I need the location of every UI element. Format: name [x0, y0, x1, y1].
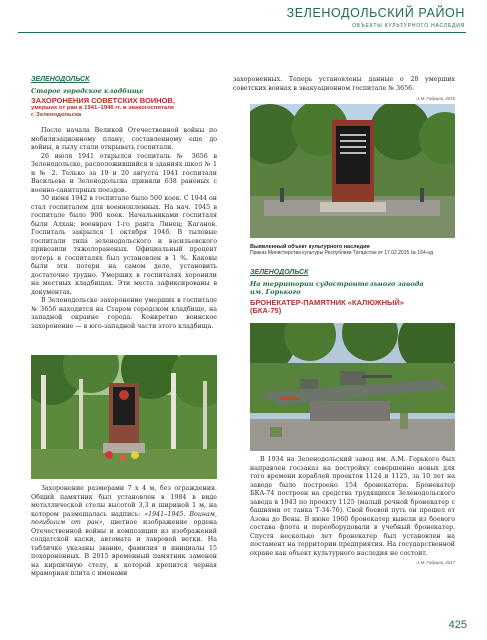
right-paragraph-2: В 1934 на Зеленодольский завод им. А.М. Горького был направлен госзаказ на постройку совершенно новых для того времени кораблей проектов 1124 и 1125, за 10 лет на заводе было построено 154 бронекатера. Бронекатер БКА-74 построен на средства трудящихся Зеленодольского завода в 1943 по проекту 1125 (малый речной бронекатер с башнями от танка Т-34-76). Свой боевой путь он прошел от Азова до Вены. В июне 1960 бронекатер вывели из боевого состава флота и переоборудовали в учебный бронекатер. Спустя несколько лет бронекатер был установлен на постамент на территории предприятия. На государственной охране как объект культурного наследия не состоит.	[250, 456, 455, 557]
left-paragraph-3: 30 июня 1942 в госпитале было 500 коек. С 1944 он стал госпиталем для военнопленных. На нач. 1945 в госпитале было 900 коек. Начальниками госпиталя были Алхан; военврач 1-го ранга Линец; Каганов. Госпиталь закрылся 1 октября 1946. В тыловые госпитали типа зеленодольского и васильевского привозили тяжелораненых. Официальный процент потерь в госпиталях был установлен в 1 %. Каковы были эти потери на самом деле, установить достаточно трудно. Умерших в госпиталях хоронили на местных кладбищах. Эти места зафиксированы в документах.	[31, 195, 217, 296]
left-column	[31, 76, 217, 331]
left-column-bottom	[31, 485, 217, 579]
header-rule	[18, 32, 466, 33]
memorial-stele-photo	[31, 355, 217, 479]
author-credit-2: А.М. Гадрина, 2017	[416, 560, 455, 565]
right-location: ЗЕЛЕНОДОЛЬСК	[250, 269, 309, 276]
right-paragraph-1: захороненных. Теперь установлены данные о 28 умерших советских воинах в эвакуационном госпитале № 3656.	[233, 76, 455, 92]
right-place-1: На территории судостроительного завода	[250, 279, 424, 288]
armored-boat-photo	[250, 323, 455, 451]
left-article-title: ЗАХОРОНЕНИЯ СОВЕТСКИХ ВОИНОВ,	[31, 95, 175, 105]
heritage-status-text: Приказ Министерства культуры Республики Татарстан от 17.02.2015 № 164-од	[250, 250, 434, 256]
left-paragraph-1: После начала Великой Отечественной войны по мобилизационному плану, составленному еще до войны, в тылу стали открывать госпитали.	[31, 127, 217, 151]
left-paragraph-2: 26 июля 1941 открылся госпиталь № 3656 в Зеленодольске, расположившийся в зданиях школ № 1 и № 2. Только за 19 и 20 августа 1941 госпитали Васильева и Зеленодольска приняли 638 раненых с военно-санитарных поездов.	[31, 152, 217, 194]
right-article-title: БРОНЕКАТЕР-ПАМЯТНИК «КАЛЮЖНЫЙ»	[250, 297, 404, 307]
left-place: Старое городское кладбище	[31, 86, 144, 95]
running-header-subtitle: ОБЪЕКТЫ КУЛЬТУРНОГО НАСЛЕДИЯ	[352, 23, 465, 29]
left-paragraph-4: В Зеленодольске захоронение умерших в госпитале № 3656 находится на Старом городском кладбище, на западной окраине города. Конкретно воинское захоронение — в юго-западной части этого кладбища.	[31, 297, 217, 330]
heritage-status-box	[250, 244, 455, 257]
left-paragraph-5-quote: «1941–1945. Воинам, погибшим от ран»	[31, 510, 218, 526]
page-number: 425	[448, 619, 467, 631]
left-paragraph-5-a: Захоронение размерами 7 х 4 м, без ограждения. Общий памятник был установлен в 1984 в виде металлической стелы высотой 3,3 и шириной 1 м, на котором размещалась надпись:	[31, 485, 217, 518]
author-credit-1: А.М. Гадрина, 2015	[416, 96, 455, 101]
right-column-article-2	[250, 269, 455, 316]
left-paragraph-5-b: , цветное изображение ордена Отечественной войны и композиция из изображений солдатской каски, автомата и лавровой ветки. На табличке указаны звание, фамилия и инициалы 15 похороненных. В 2015 временный памятник заменен на кирпичную стелу, к которой крепится черная мраморная плита с именами	[31, 519, 217, 577]
right-place-2: им. Горького	[250, 287, 301, 296]
heritage-status-title: Выявленный объект культурного наследия	[250, 244, 370, 250]
restored-memorial-photo	[250, 104, 455, 238]
left-location: ЗЕЛЕНОДОЛЬСК	[31, 76, 90, 83]
left-paragraph-5	[31, 485, 217, 579]
left-article-subtitle-2: г. Зеленодольска	[31, 112, 82, 118]
left-article-subtitle-1: умерших от ран в 1941–1946 гг. в эвакогоспитале	[31, 105, 175, 111]
right-column-top	[233, 76, 455, 104]
right-article-title-2: (БКА-75)	[250, 306, 282, 315]
right-column-bottom	[250, 456, 455, 568]
running-header-title: ЗЕЛЕНОДОЛЬСКИЙ РАЙОН	[286, 6, 465, 20]
